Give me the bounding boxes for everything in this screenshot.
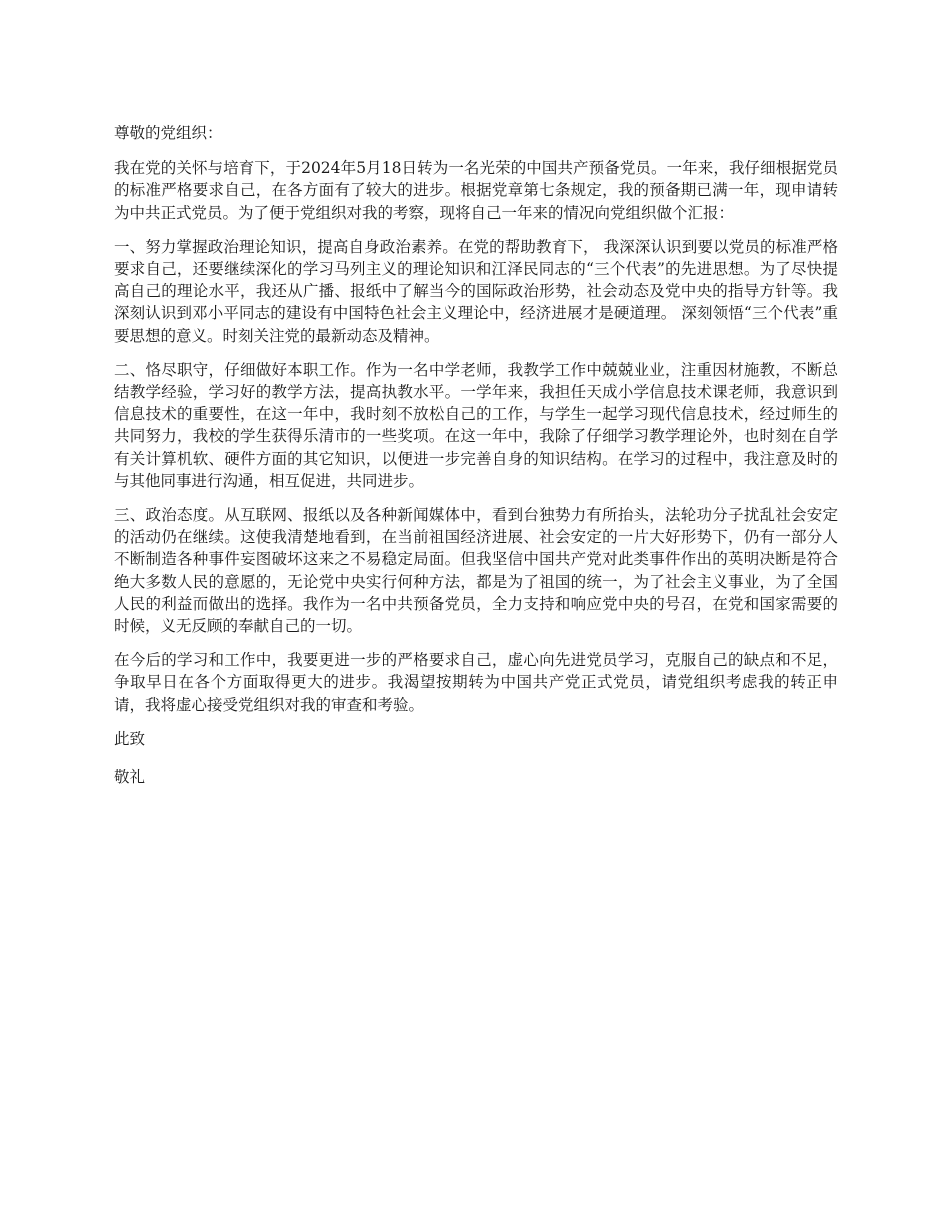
- letter-body: [114, 122, 838, 804]
- salutation: 尊敬的党组织：: [114, 124, 223, 142]
- paragraph-future-commitment: 在今后的学习和工作中，我要更进一步的严格要求自己，虚心向先进党员学习，克服自己的缺点和不足，争取早日在各个方面取得更大的进步。我渴望按期转为中国共产党正式党员，请党组织考虑我的转正申请，我将虚心接受党组织对我的审查和考验。: [114, 651, 838, 714]
- paragraph-work-duty: 二、恪尽职守，仔细做好本职工作。作为一名中学老师，我教学工作中兢兢业业，注重因材施教，不断总结教学经验，学习好的教学方法，提高执教水平。一学年来，我担任天成小学信息技术课老师，我意识到信息技术的重要性，在这一年中，我时刻不放松自己的工作，与学生一起学习现代信息技术，经过师生的共同努力，我校的学生获得乐清市的一些奖项。在这一年中，我除了仔细学习教学理论外，也时刻在自学有关计算机软、硬件方面的其它知识，以便进一步完善自身的知识结构。在学习的过程中，我注意及时的与其他同事进行沟通，相互促进，共同进步。: [114, 360, 838, 490]
- paragraph-political-attitude: 三、政治态度。从互联网、报纸以及各种新闻媒体中，看到台独势力有所抬头，法轮功分子扰乱社会安定的活动仍在继续。这使我清楚地看到，在当前祖国经济进展、社会安定的一片大好形势下，仍有一部分人不断制造各种事件妄图破坏这来之不易稳定局面。但我坚信中国共产党对此类事件作出的英明决断是符合绝大多数人民的意愿的，无论党中央实行何种方法，都是为了祖国的统一，为了社会主义事业，为了全国人民的利益而做出的选择。我作为一名中共预备党员，全力支持和响应党中央的号召，在党和国家需要的时候，义无反顾的奉献自己的一切。: [114, 506, 838, 636]
- closing-jingli: 敬礼: [114, 768, 146, 787]
- paragraph-political-theory: 一、努力掌握政治理论知识，提高自身政治素养。在党的帮助教育下， 我深深认识到要以党员的标准严格要求自己，还要继续深化的学习马列主义的理论知识和江泽民同志的“三个代表”的先进思想。为了尽快提高自己的理论水平，我还从广播、报纸中了解当今的国际政治形势，社会动态及党中央的指导方针等。我深刻认识到邓小平同志的建设有中国特色社会主义理论中，经济进展才是硬道理。 深刻领悟“三个代表”重要思想的意义。时刻关注党的最新动态及精神。: [114, 237, 838, 345]
- paragraph-intro: 我在党的关怀与培育下，于2024年5月18日转为一名光荣的中国共产预备党员。一年来，我仔细根据党员的标准严格要求自己，在各方面有了较大的进步。根据党章第七条规定，我的预备期已满一年，现申请转为中共正式党员。为了便于党组织对我的考察，现将自己一年来的情况向党组织做个汇报：: [114, 159, 838, 222]
- closing-cizhi: 此致: [114, 729, 146, 748]
